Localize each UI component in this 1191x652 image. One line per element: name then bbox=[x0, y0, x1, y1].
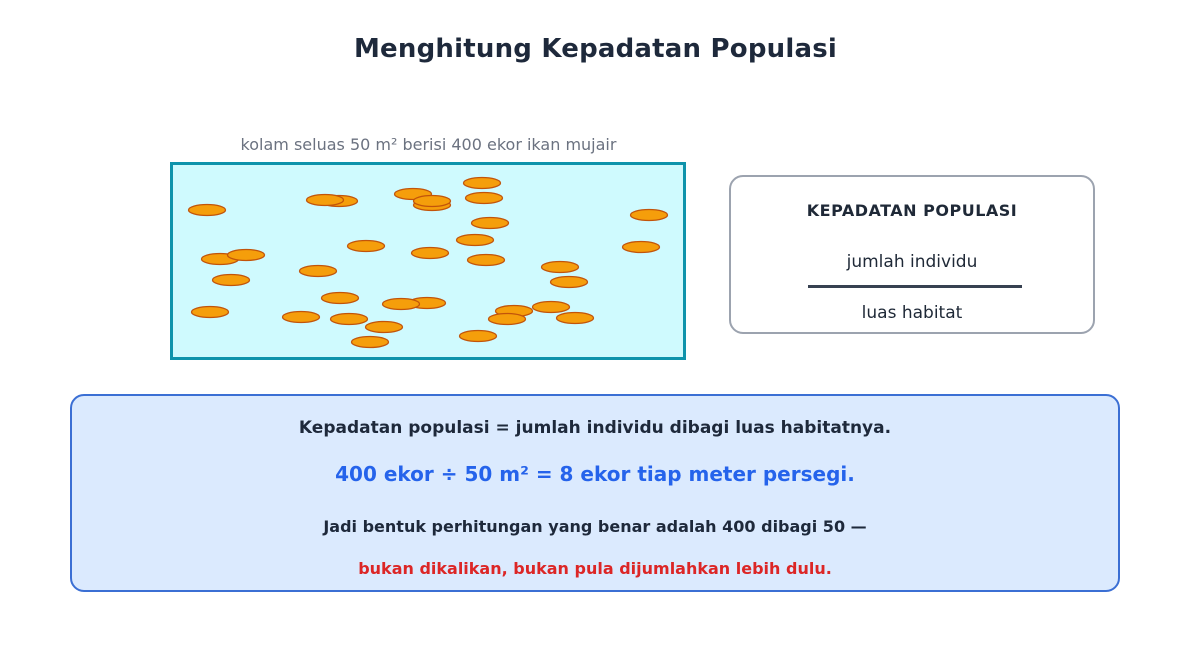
fish bbox=[631, 210, 668, 221]
pond-svg bbox=[170, 162, 686, 360]
fish bbox=[414, 196, 451, 207]
fraction-bar bbox=[808, 285, 1022, 288]
fish bbox=[192, 307, 229, 318]
fish bbox=[348, 241, 385, 252]
formula-numerator: jumlah individu bbox=[846, 252, 978, 272]
pond-caption: kolam seluas 50 m² berisi 400 ekor ikan mujair bbox=[240, 135, 617, 154]
explanation-box bbox=[70, 394, 1120, 592]
fish bbox=[352, 337, 389, 348]
formula-card bbox=[729, 175, 1095, 334]
fish bbox=[228, 250, 265, 261]
fish bbox=[300, 266, 337, 277]
fish bbox=[464, 178, 501, 189]
fish bbox=[307, 195, 344, 206]
fish bbox=[472, 218, 509, 229]
fish bbox=[366, 322, 403, 333]
pond-illustration bbox=[170, 162, 686, 360]
fish bbox=[623, 242, 660, 253]
fish bbox=[383, 299, 420, 310]
fish bbox=[412, 248, 449, 259]
fish bbox=[322, 293, 359, 304]
fish bbox=[468, 255, 505, 266]
fish bbox=[557, 313, 594, 324]
fish bbox=[466, 193, 503, 204]
definition-text: Kepadatan populasi = jumlah individu dibagi luas habitatnya. bbox=[298, 418, 892, 438]
fish bbox=[189, 205, 226, 216]
page-title: Menghitung Kepadatan Populasi bbox=[353, 34, 838, 64]
formula-denominator: luas habitat bbox=[861, 303, 963, 323]
fish bbox=[457, 235, 494, 246]
conclusion-text: Jadi bentuk perhitungan yang benar adalah 400 dibagi 50 — bbox=[323, 517, 867, 536]
fish bbox=[533, 302, 570, 313]
fish bbox=[213, 275, 250, 286]
fish bbox=[551, 277, 588, 288]
calculation-text: 400 ekor ÷ 50 m² = 8 ekor tiap meter persegi. bbox=[335, 462, 855, 486]
fish bbox=[331, 314, 368, 325]
warning-text: bukan dikalikan, bukan pula dijumlahkan lebih dulu. bbox=[358, 559, 832, 578]
fish bbox=[542, 262, 579, 273]
fish bbox=[489, 314, 526, 325]
formula-heading: KEPADATAN POPULASI bbox=[806, 201, 1018, 220]
fish bbox=[283, 312, 320, 323]
fish bbox=[460, 331, 497, 342]
